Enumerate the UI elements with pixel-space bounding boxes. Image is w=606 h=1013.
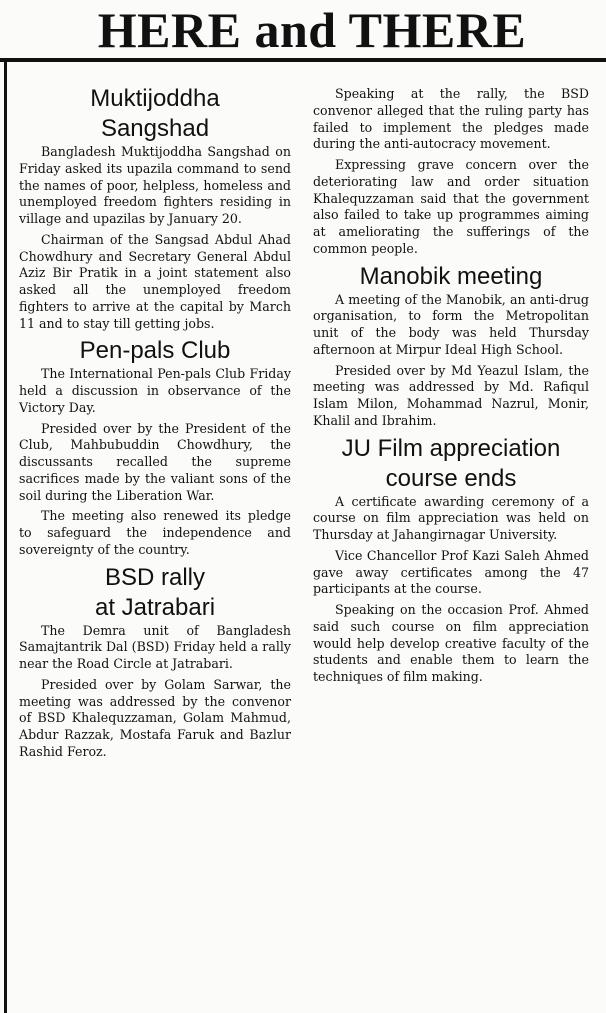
article-heading-muktijoddha: Muktijoddha Sangshad <box>90 85 220 142</box>
article-paragraph: The Demra unit of Bangladesh Samajtantrik Dal (BSD) Friday held a rally near the Road Circle at Jatrabari. <box>19 622 291 671</box>
masthead: HERE and THERE <box>97 2 527 58</box>
article-paragraph: Speaking at the rally, the BSD convenor alleged that the ruling party has failed to implement the pledges made during the anti-autocracy movement. <box>313 86 589 152</box>
article-heading-pen-pals: Pen-pals Club <box>79 337 231 365</box>
article-paragraph: Chairman of the Sangsad Abdul Ahad Chowdhury and Secretary General Abdul Aziz Bir Pratik in a joint statement also asked all the unemployed freedom fighters to arrive at the capital by March 11 and to stay till getting jobs. <box>19 231 291 331</box>
masthead-rule <box>0 58 606 62</box>
article-heading-ju-film: JU Film appreciation course ends <box>341 434 561 492</box>
article-paragraph: A meeting of the Manobik, an anti-drug organisation, to form the Metropolitan unit of the body was held Thursday afternoon at Mirpur Ideal High School. <box>313 291 589 357</box>
article-paragraph: Presided over by Md Yeazul Islam, the meeting was addressed by Md. Rafiqul Islam Milon, Mohammad Nazrul, Monir, Khalil and Ibrahim. <box>313 362 589 428</box>
article-heading-bsd-rally: BSD rally at Jatrabari <box>94 563 216 621</box>
article-paragraph: The International Pen-pals Club Friday held a discussion in observance of the Victory Day. <box>19 366 291 415</box>
article-paragraph: Presided over by the President of the Club, Mahbubuddin Chowdhury, the discussants recalled the supreme sacrifices made by the valiant sons of the soil during the Liberation War. <box>19 420 291 503</box>
left-column <box>19 84 291 765</box>
article-paragraph: Speaking on the occasion Prof. Ahmed said such course on film appreciation would help develop creative faculty of the students and enable them to learn the techniques of film making. <box>313 602 589 684</box>
article-paragraph: Expressing grave concern over the deteriorating law and order situation Khalequzzaman said that the government also failed to take up programmes aiming at ameliorating the sufferings of the common people. <box>313 157 589 256</box>
article-paragraph: Bangladesh Muktijoddha Sangshad on Friday asked its upazila command to send the names of poor, helpless, homeless and unemployed freedom fighters residing in village and upazilas by January 20. <box>19 144 291 226</box>
article-paragraph: The meeting also renewed its pledge to safeguard the independence and sovereignty of the country. <box>19 508 291 557</box>
article-paragraph: A certificate awarding ceremony of a course on film appreciation was held on Thursday at Jahangirnagar University. <box>313 493 589 542</box>
article-paragraph: Presided over by Golam Sarwar, the meeting was addressed by the convenor of BSD Khalequzzaman, Golam Mahmud, Abdur Razzak, Mostafa Faruk and Bazlur Rashid Feroz. <box>19 676 291 759</box>
right-column <box>313 86 589 690</box>
article-heading-manobik: Manobik meeting <box>359 262 543 290</box>
article-paragraph: Vice Chancellor Prof Kazi Saleh Ahmed gave away certificates among the 47 participants at the course. <box>313 547 589 597</box>
left-column-rule <box>4 62 7 1013</box>
